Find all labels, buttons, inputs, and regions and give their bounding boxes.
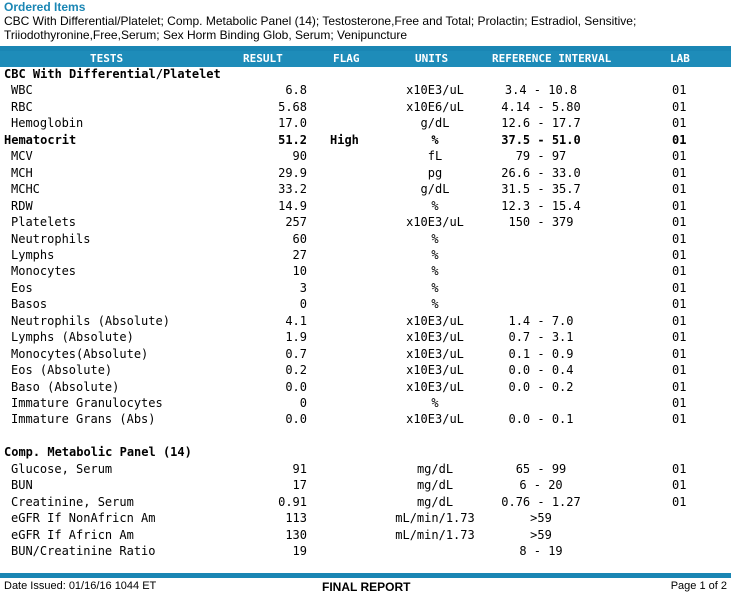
test-reference-interval: 0.0 - 0.4: [508, 363, 574, 378]
test-result: 51.2: [278, 132, 307, 147]
test-reference-interval: 1.4 - 7.0: [508, 313, 574, 328]
table-row: [0, 478, 731, 494]
test-units: x10E6/uL: [406, 99, 464, 114]
test-result: 0.0: [285, 379, 307, 394]
table-row: [0, 544, 731, 560]
table-row: [0, 264, 731, 280]
test-units: mg/dL: [416, 494, 454, 509]
table-row: [0, 297, 731, 313]
test-name: Glucose, Serum: [11, 461, 113, 476]
table-row: [0, 412, 731, 428]
test-result: 19: [292, 544, 307, 559]
test-result: 0.7: [285, 346, 307, 361]
test-reference-interval: 0.76 - 1.27: [501, 494, 581, 509]
test-lab: 01: [672, 379, 687, 394]
table-row: [0, 347, 731, 363]
test-result: 113: [285, 511, 307, 526]
test-reference-interval: 0.0 - 0.2: [508, 379, 574, 394]
test-name: BUN: [11, 478, 33, 493]
test-units: %: [431, 264, 439, 279]
header-units: UNITS: [415, 52, 449, 65]
test-result: 130: [285, 527, 307, 542]
test-units: %: [431, 198, 439, 213]
test-result: 91: [292, 461, 307, 476]
test-lab: 01: [672, 83, 687, 98]
test-name: WBC: [11, 83, 33, 98]
test-name: MCHC: [11, 182, 40, 197]
test-lab: 01: [672, 182, 687, 197]
test-result: 33.2: [278, 182, 307, 197]
test-lab: 01: [672, 396, 687, 410]
table-row: [0, 380, 731, 396]
test-units: fL: [427, 149, 443, 164]
test-name: Immature Grans (Abs): [11, 412, 156, 427]
table-row: [0, 232, 731, 248]
test-reference-interval: 0.7 - 3.1: [508, 330, 574, 345]
test-units: x10E3/uL: [406, 379, 464, 394]
test-units: %: [431, 280, 439, 295]
test-result: 90: [292, 149, 307, 164]
test-result: 60: [292, 231, 307, 246]
test-lab: 01: [672, 198, 687, 213]
test-units: g/dL: [420, 182, 450, 197]
test-units: x10E3/uL: [406, 412, 464, 427]
table-row: [0, 149, 731, 165]
test-result: 0.0: [285, 412, 307, 427]
test-name: Lymphs: [11, 247, 55, 262]
test-result: 27: [292, 247, 307, 262]
test-name: MCV: [11, 149, 33, 164]
table-row: [0, 248, 731, 264]
test-units: x10E3/uL: [406, 215, 464, 230]
test-units: mg/dL: [416, 461, 454, 476]
bottom-divider: [0, 573, 731, 578]
test-lab: 01: [672, 494, 687, 509]
table-row: [0, 133, 731, 149]
test-name: Eos: [11, 280, 33, 295]
test-name: MCH: [11, 165, 33, 180]
test-units: x10E3/uL: [406, 363, 464, 378]
test-result: 29.9: [278, 165, 307, 180]
test-result: 4.1: [285, 313, 307, 328]
test-lab: 01: [672, 478, 687, 493]
test-lab: 01: [672, 330, 687, 345]
test-lab: 01: [672, 247, 687, 262]
section-title: Comp. Metabolic Panel (14): [4, 445, 192, 460]
header-result: RESULT: [243, 52, 283, 65]
table-header: [0, 51, 731, 67]
test-units: g/dL: [420, 116, 450, 131]
table-row: [0, 166, 731, 182]
test-lab: 01: [672, 165, 687, 180]
test-reference-interval: 0.0 - 0.1: [508, 412, 574, 427]
date-issued: Date Issued: 01/16/16 1044 ET: [4, 580, 157, 592]
test-reference-interval: 26.6 - 33.0: [501, 165, 581, 180]
test-result: 3: [299, 280, 307, 295]
table-row: [0, 215, 731, 231]
test-units: x10E3/uL: [406, 83, 464, 98]
test-result: 0: [299, 396, 307, 410]
test-lab: 01: [672, 231, 687, 246]
table-row: [0, 495, 731, 511]
test-units: x10E3/uL: [406, 346, 464, 361]
test-reference-interval: >59: [530, 511, 552, 526]
test-name: RBC: [11, 99, 33, 114]
test-reference-interval: 0.1 - 0.9: [508, 346, 574, 361]
test-name: Basos: [11, 297, 48, 312]
test-name: Monocytes(Absolute): [11, 346, 149, 361]
test-result: 1.9: [285, 330, 307, 345]
test-units: %: [431, 132, 439, 147]
table-row: [0, 314, 731, 330]
test-lab: 01: [672, 346, 687, 361]
test-units: %: [431, 297, 439, 312]
test-reference-interval: >59: [530, 527, 552, 542]
test-result: 5.68: [278, 99, 307, 114]
test-reference-interval: 12.3 - 15.4: [501, 198, 581, 213]
test-reference-interval: 79 - 97: [515, 149, 567, 164]
test-result: 6.8: [285, 83, 307, 98]
test-lab: 01: [672, 215, 687, 230]
test-reference-interval: 65 - 99: [515, 461, 567, 476]
test-reference-interval: 6 - 20: [519, 478, 563, 493]
header-tests: TESTS: [90, 52, 124, 65]
test-lab: 01: [672, 280, 687, 295]
table-row: [0, 182, 731, 198]
test-result: 14.9: [278, 198, 307, 213]
ordered-items-line-1: CBC With Differential/Platelet; Comp. Metabolic Panel (14); Testosterone,Free and Total; Prolactin; Estradiol, Sensitive;: [4, 14, 637, 28]
test-reference-interval: 12.6 - 17.7: [501, 116, 581, 131]
test-lab: 01: [672, 363, 687, 378]
test-units: x10E3/uL: [406, 330, 464, 345]
table-row: [0, 330, 731, 346]
test-result: 17.0: [278, 116, 307, 131]
test-name: Monocytes: [11, 264, 77, 279]
test-units: %: [431, 396, 439, 410]
test-name: BUN/Creatinine Ratio: [11, 544, 156, 559]
test-result: 0.91: [278, 494, 307, 509]
test-lab: 01: [672, 412, 687, 427]
test-reference-interval: 31.5 - 35.7: [501, 182, 581, 197]
header-flag: FLAG: [333, 52, 360, 65]
test-reference-interval: 8 - 19: [519, 544, 563, 559]
table-row: [0, 462, 731, 478]
test-result: 0: [299, 297, 307, 312]
table-row: [0, 363, 731, 379]
test-lab: 01: [672, 264, 687, 279]
test-name: eGFR If Africn Am: [11, 527, 134, 542]
test-units: pg: [427, 165, 443, 180]
table-row: [0, 116, 731, 132]
table-row: [0, 511, 731, 527]
test-name: eGFR If NonAfricn Am: [11, 511, 156, 526]
test-units: mg/dL: [416, 478, 454, 493]
test-name: Lymphs (Absolute): [11, 330, 134, 345]
test-lab: 01: [672, 297, 687, 312]
header-reference-interval: REFERENCE INTERVAL: [492, 52, 612, 65]
test-units: mL/min/1.73: [395, 511, 475, 526]
test-name: Hemoglobin: [11, 116, 84, 131]
test-result: 10: [292, 264, 307, 279]
test-lab: 01: [672, 313, 687, 328]
report-status: FINAL REPORT: [322, 580, 411, 594]
page-number: Page 1 of 2: [670, 580, 727, 592]
table-row: [0, 396, 731, 412]
test-units: %: [431, 247, 439, 262]
header-lab: LAB: [670, 52, 690, 65]
test-lab: 01: [672, 116, 687, 131]
test-units: x10E3/uL: [406, 313, 464, 328]
ordered-items-title: Ordered Items: [4, 0, 86, 14]
section-title: CBC With Differential/Platelet: [4, 67, 221, 81]
test-flag: High: [330, 132, 359, 147]
test-lab: 01: [672, 149, 687, 164]
test-reference-interval: 37.5 - 51.0: [501, 132, 581, 147]
table-row: [0, 100, 731, 116]
test-name: Immature Granulocytes: [11, 396, 163, 410]
test-reference-interval: 4.14 - 5.80: [501, 99, 581, 114]
test-lab: 01: [672, 461, 687, 476]
test-name: Platelets: [11, 215, 77, 230]
test-name: Neutrophils (Absolute): [11, 313, 170, 328]
table-row: [0, 199, 731, 215]
test-lab: 01: [672, 132, 687, 147]
test-reference-interval: 3.4 - 10.8: [504, 83, 578, 98]
table-row: [0, 281, 731, 297]
ordered-items-line-2: Triiodothyronine,Free,Serum; Sex Horm Binding Glob, Serum; Venipuncture: [4, 28, 408, 42]
test-reference-interval: 150 - 379: [508, 215, 574, 230]
test-result: 257: [285, 215, 307, 230]
test-result: 17: [292, 478, 307, 493]
test-name: Hematocrit: [4, 132, 77, 147]
test-lab: 01: [672, 99, 687, 114]
test-name: Creatinine, Serum: [11, 494, 134, 509]
test-result: 0.2: [285, 363, 307, 378]
test-units: mL/min/1.73: [395, 527, 475, 542]
table-row: [0, 83, 731, 99]
test-name: Neutrophils: [11, 231, 91, 246]
test-name: RDW: [11, 198, 33, 213]
test-name: Eos (Absolute): [11, 363, 113, 378]
test-name: Baso (Absolute): [11, 379, 120, 394]
table-row: [0, 528, 731, 544]
test-units: %: [431, 231, 439, 246]
